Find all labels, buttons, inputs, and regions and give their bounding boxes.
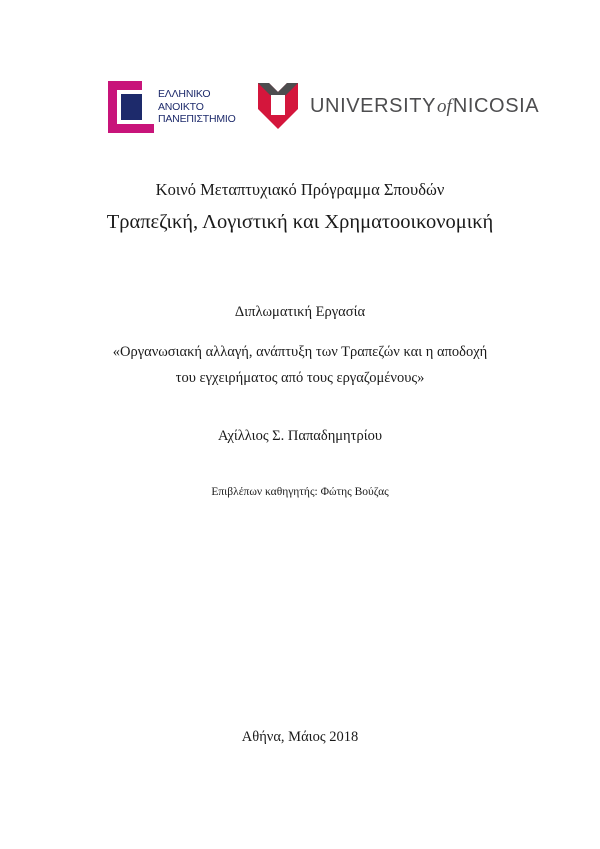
unic-logo-shield bbox=[258, 83, 298, 129]
thesis-title-line-2: του εγχειρήματος από τους εργαζομένους» bbox=[175, 370, 425, 386]
author-name: Αχίλλιος Σ. Παπαδημητρίου bbox=[217, 428, 383, 444]
supervisor: Επιβλέπων καθηγητής: Φώτης Βούζας bbox=[211, 486, 389, 498]
eap-logo-mark bbox=[108, 81, 154, 133]
unic-logo bbox=[258, 83, 538, 129]
thesis-label: Διπλωματική Εργασία bbox=[234, 304, 366, 320]
eap-logo-line: ΠΑΝΕΠΙΣΤΗΜΙΟ bbox=[158, 113, 236, 125]
unic-logo-word: UNIVERSITY bbox=[310, 95, 437, 117]
eap-logo-line: ΕΛΛΗΝΙΚΟ bbox=[158, 88, 211, 100]
unic-logo-text bbox=[310, 92, 539, 121]
unic-logo-word: NICOSIA bbox=[452, 95, 540, 117]
eap-logo bbox=[108, 81, 248, 133]
unic-logo-of: of bbox=[437, 96, 452, 117]
place-date: Αθήνα, Μάιος 2018 bbox=[241, 729, 359, 745]
program-field: Τραπεζική, Λογιστική και Χρηματοοικονομική bbox=[106, 211, 494, 233]
program-name: Κοινό Μεταπτυχιακό Πρόγραμμα Σπουδών bbox=[155, 180, 445, 199]
thesis-title-line-1: «Οργανωσιακή αλλαγή, ανάπτυξη των Τραπεζών και η αποδοχή bbox=[112, 344, 488, 360]
eap-logo-text bbox=[158, 88, 236, 126]
eap-logo-line: ΑΝΟΙΚΤΟ bbox=[158, 100, 204, 113]
